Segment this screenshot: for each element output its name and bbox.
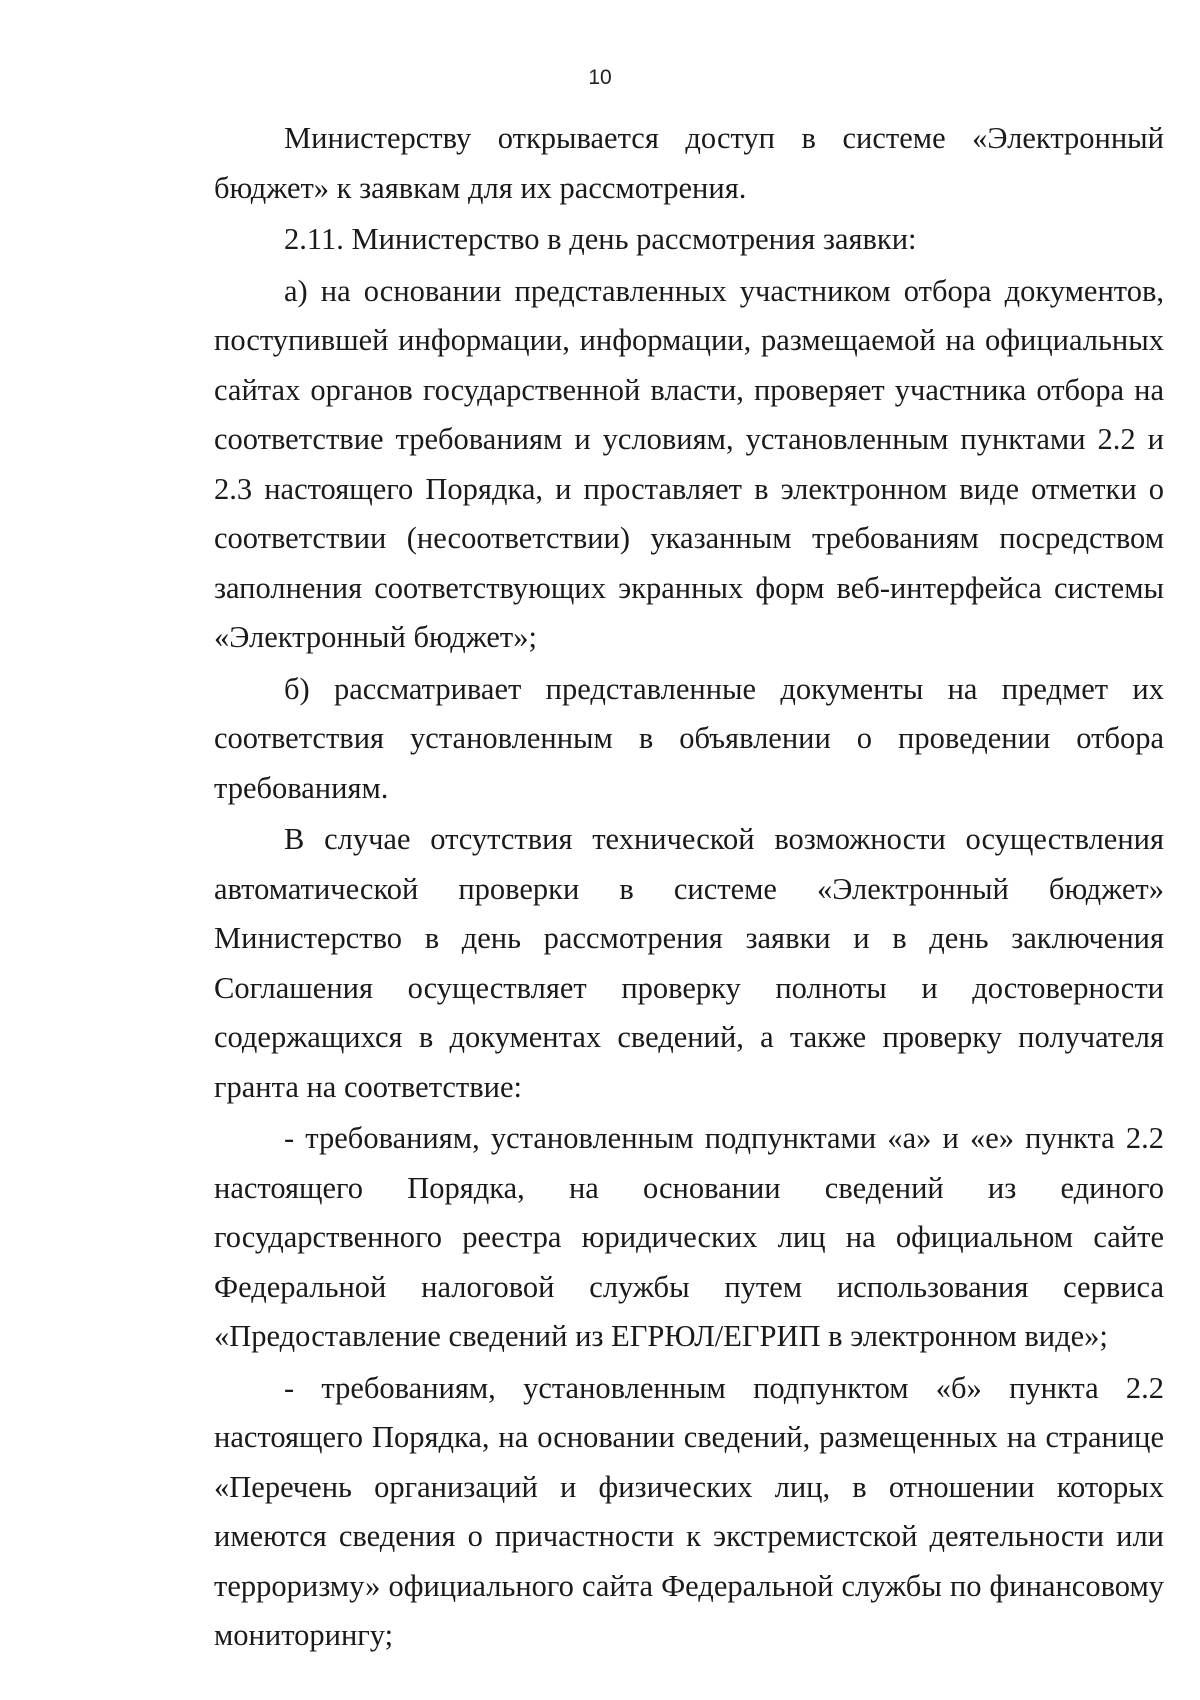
document-body — [214, 114, 1164, 1663]
paragraph-manual-check: В случае отсутствия технической возможности осуществления автоматической проверки в системе «Электронный бюджет» Министерство в день рассмотрения заявки и в день заключения Соглашения осуществляет проверку полноты и достоверности содержащихся в документах сведений, а также проверку получателя гранта на соответствие: — [214, 822, 1164, 1104]
page-number: 10 — [588, 66, 612, 89]
paragraph-item-b: б) рассматривает представленные документы на предмет их соответствия установленным в объявлении о проведении отбора требованиям. — [214, 671, 1164, 805]
paragraph-requirement-b: - требованиям, установленным подпунктом «б» пункта 2.2 настоящего Порядка, на основании сведений, размещенных на странице «Перечень организаций и физических лиц, в отношении которых имеются сведения о причастности к экстремистской деятельности или терроризму» официального сайта Федеральной службы по финансовому мониторингу; — [214, 1370, 1164, 1652]
paragraph-item-a: а) на основании представленных участником отбора документов, поступившей информации, информации, размещаемой на официальных сайтах органов государственной власти, проверяет участника отбора на соответствие требованиям и условиям, установленным пунктами 2.2 и 2.3 настоящего Порядка, и проставляет в электронном виде отметки о соответствии (несоответствии) указанным требованиям посредством заполнения соответствующих экранных форм веб-интерфейса системы «Электронный бюджет»; — [214, 273, 1164, 654]
paragraph-access: Министерству открывается доступ в системе «Электронный бюджет» к заявкам для их рассмотрения. — [214, 121, 1164, 205]
paragraph-2-11: 2.11. Министерство в день рассмотрения заявки: — [284, 222, 917, 256]
paragraph-requirement-a-e: - требованиям, установленным подпунктами «а» и «е» пункта 2.2 настоящего Порядка, на основании сведений из единого государственного реестра юридических лиц на официальном сайте Федеральной налоговой службы путем использования сервиса «Предоставление сведений из ЕГРЮЛ/ЕГРИП в электронном виде»; — [214, 1121, 1164, 1353]
